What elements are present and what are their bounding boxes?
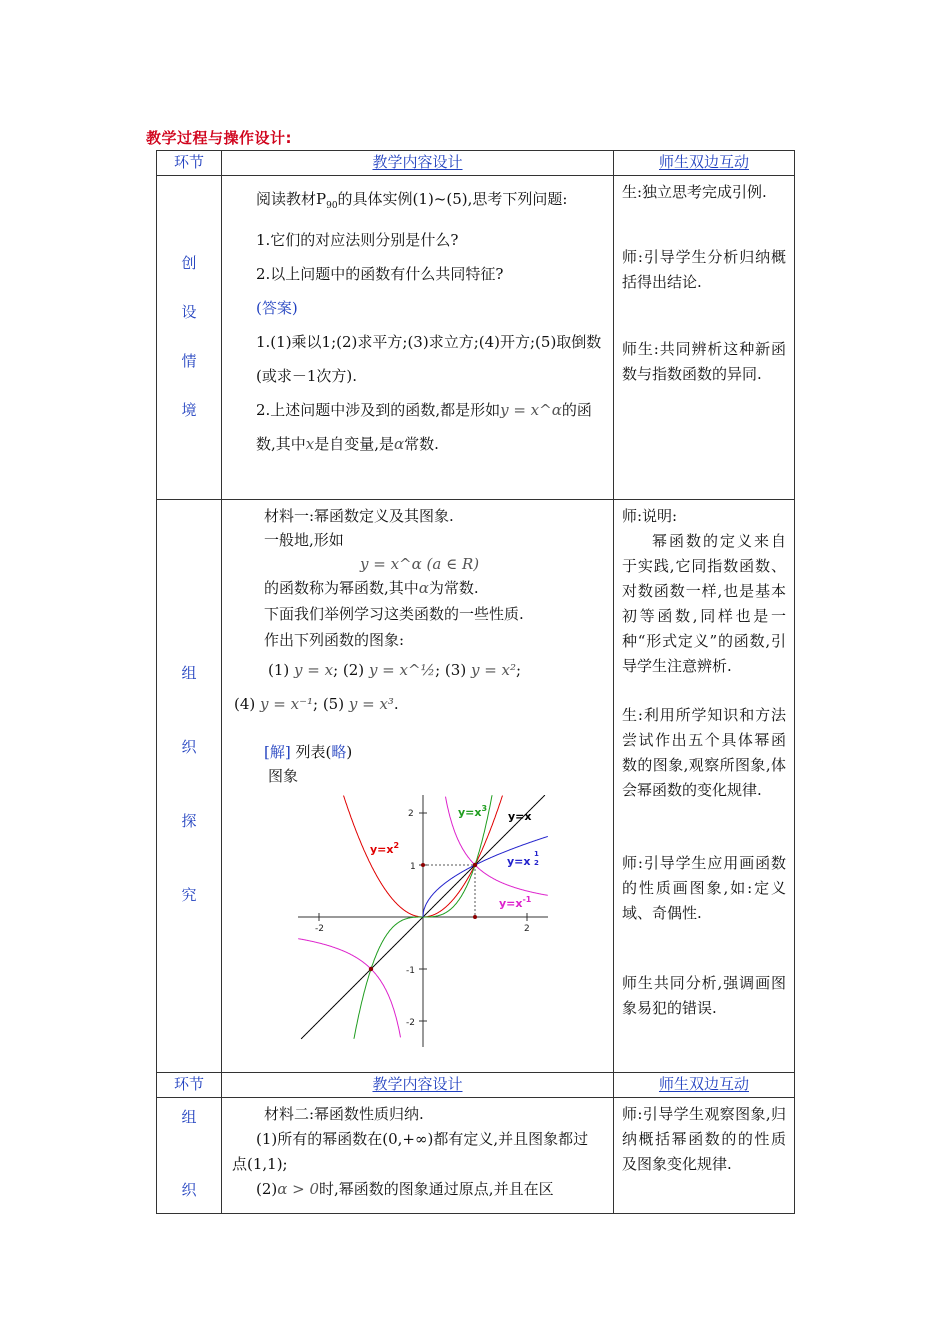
f1-formula: y = x	[294, 661, 334, 679]
interaction-note: 师:引导学生分析归纳概括得出结论.	[622, 248, 786, 291]
header-interaction: 师生双边互动	[614, 1073, 795, 1098]
stage-char: 探	[181, 812, 197, 830]
question-2: 2.以上问题中的函数有什么共同特征?	[256, 265, 504, 283]
answer-2-text-4: 常数.	[404, 435, 439, 453]
property-1: (1)所有的幂函数在(0,+∞)都有定义,并且图象都过点(1,1);	[232, 1130, 589, 1173]
f5-formula: y = x³	[348, 695, 394, 713]
label-y-x3: $y=x^3$	[458, 804, 488, 819]
marked-point	[369, 967, 373, 971]
interaction-note: 生:利用所学知识和方法尝试作出五个具体幂函数的图象,观察所图象,体会幂函数的变化规律.	[622, 706, 786, 799]
var-x: x	[305, 435, 315, 453]
stage-char: 设	[181, 303, 197, 321]
header-interaction: 师生双边互动	[614, 151, 795, 176]
stage-char: 织	[181, 1181, 197, 1199]
section2-interaction	[614, 500, 795, 1073]
property-2-text: 时,幂函数的图象通过原点,并且在区	[319, 1180, 554, 1198]
study-text: 下面我们举例学习这类函数的一些性质.	[264, 605, 524, 623]
property-2	[232, 1177, 603, 1202]
label-y-x-half: y=x1 2	[507, 850, 539, 868]
stage-char: 组	[181, 664, 197, 682]
section1-interaction	[614, 176, 795, 500]
header-content: 教学内容设计	[222, 1073, 614, 1098]
answer-1: 1.(1)乘以1;(2)求平方;(3)求立方;(4)开方;(5)取倒数(或求－1次方).	[256, 333, 602, 385]
question-1: 1.它们的对应法则分别是什么?	[256, 231, 459, 249]
graph-label: 图象	[268, 767, 299, 785]
answer-2-text-2: 的函数,其中	[256, 401, 592, 453]
section1-content	[222, 176, 614, 500]
power-function-chart	[298, 795, 548, 1047]
function-list-2: (4) y = x⁻¹; (5) y = x³.	[234, 695, 399, 713]
intro-paragraph	[232, 182, 603, 223]
series-labels	[370, 804, 539, 910]
label-y-x-inv: $y=x^{-1}$	[499, 895, 532, 910]
solution-line	[232, 740, 603, 764]
interaction-note: 师:引导学生应用画函数的性质画图象,如:定义域、奇偶性.	[622, 854, 786, 922]
material-2-title: 材料二:幂函数性质归纳.	[264, 1105, 424, 1123]
f2-formula: y = x^½	[368, 661, 436, 679]
stage-char: 创	[181, 254, 197, 272]
section3-row	[157, 1098, 795, 1214]
list-text: 列表(	[295, 743, 332, 761]
var-alpha: α	[394, 435, 405, 453]
intro-subscript: 90	[326, 201, 338, 211]
y-tick-label: 2	[408, 809, 414, 819]
stage-char: 情	[181, 352, 197, 370]
interaction-note: 师:说明:	[622, 507, 678, 525]
interaction-note: 师:引导学生观察图象,归纳概括幂函数的的性质及图象变化规律.	[622, 1105, 786, 1173]
solution-label: [解]	[264, 743, 291, 761]
definition-text-a: 的函数称为幂函数,其中	[264, 579, 419, 597]
header-stage: 环节	[157, 151, 222, 176]
stage-char: 境	[181, 401, 197, 419]
header-content: 教学内容设计	[222, 151, 614, 176]
marked-point	[473, 863, 477, 867]
stage-char: 组	[181, 1108, 197, 1126]
stage-char: 究	[181, 886, 197, 904]
axis-guide-point	[421, 863, 425, 867]
section3-interaction	[614, 1098, 795, 1214]
stage-char: 织	[181, 738, 197, 756]
f3-formula: y = x²	[470, 661, 517, 679]
intro-text-2: 的具体实例(1)~(5),思考下列问题:	[337, 190, 568, 208]
label-y-x: y=x	[508, 810, 532, 823]
list-end: )	[346, 743, 353, 761]
section2-content	[222, 500, 614, 1073]
property-2-condition: α > 0	[277, 1180, 320, 1198]
series-line-y-x-1	[298, 939, 400, 1038]
f1-label: (1)	[268, 661, 290, 679]
material-1-title: 材料一:幂函数定义及其图象.	[264, 507, 454, 525]
section2-row	[157, 500, 795, 1073]
x-tick-label: 2	[524, 924, 530, 934]
draw-text: 作出下列函数的图象:	[264, 631, 405, 649]
series-line-y-x-1-2-	[423, 836, 548, 917]
section3-stage	[157, 1098, 222, 1214]
definition-formula: y = x^α (a ∈ R)	[360, 555, 480, 573]
power-formula: y = x^α	[500, 401, 562, 419]
y-tick-label: -1	[406, 966, 415, 976]
definition-text	[232, 576, 603, 600]
interaction-note: 师生:共同辨析这种新函数与指数函数的异同.	[622, 340, 786, 383]
chart-axes	[298, 795, 548, 1047]
section2-stage	[157, 500, 222, 1073]
y-tick-label: -2	[406, 1018, 415, 1028]
answer-2-text-3: 是自变量,是	[314, 435, 395, 453]
interaction-note: 师生共同分析,强调画图象易犯的错误.	[622, 974, 786, 1017]
omitted-label: 略	[331, 743, 347, 761]
f4-formula: y = x⁻¹	[260, 695, 313, 713]
section3-content	[222, 1098, 614, 1214]
section-heading: 教学过程与操作设计:	[146, 129, 292, 147]
property-2-label: (2)	[256, 1180, 278, 1198]
intro-text: 阅读教材P	[256, 190, 327, 208]
section1-stage	[157, 176, 222, 500]
answer-2	[232, 393, 603, 461]
f4-label: (4)	[234, 695, 256, 713]
interaction-note: 生:独立思考完成引例.	[622, 183, 767, 201]
f2-label: (2)	[342, 661, 365, 679]
var-alpha: α	[418, 579, 429, 597]
header-row	[157, 151, 795, 176]
lesson-table	[156, 150, 795, 1214]
f5-label: (5)	[322, 695, 345, 713]
definition-intro: 一般地,形如	[264, 531, 344, 549]
function-list-1: (1) y = x; (2) y = x^½; (3) y = x²;	[268, 661, 522, 679]
x-tick-label: -2	[315, 924, 324, 934]
section1-row	[157, 176, 795, 500]
answer-label: (答案)	[256, 299, 298, 317]
header-stage: 环节	[157, 1073, 222, 1098]
answer-2-text: 2.上述问题中涉及到的函数,都是形如	[256, 401, 501, 419]
label-y-x2: $y=x^2$	[370, 841, 400, 856]
header-row-2	[157, 1073, 795, 1098]
axis-guide-point	[473, 915, 477, 919]
interaction-note: 幂函数的定义来自于实践,它同指数函数、对数函数一样,也是基本初等函数,同样也是一种“形式定义”的函数,引导学生注意辨析.	[622, 532, 786, 675]
definition-text-b: 为常数.	[428, 579, 479, 597]
f3-label: (3)	[444, 661, 467, 679]
y-tick-label: 1	[410, 862, 416, 872]
